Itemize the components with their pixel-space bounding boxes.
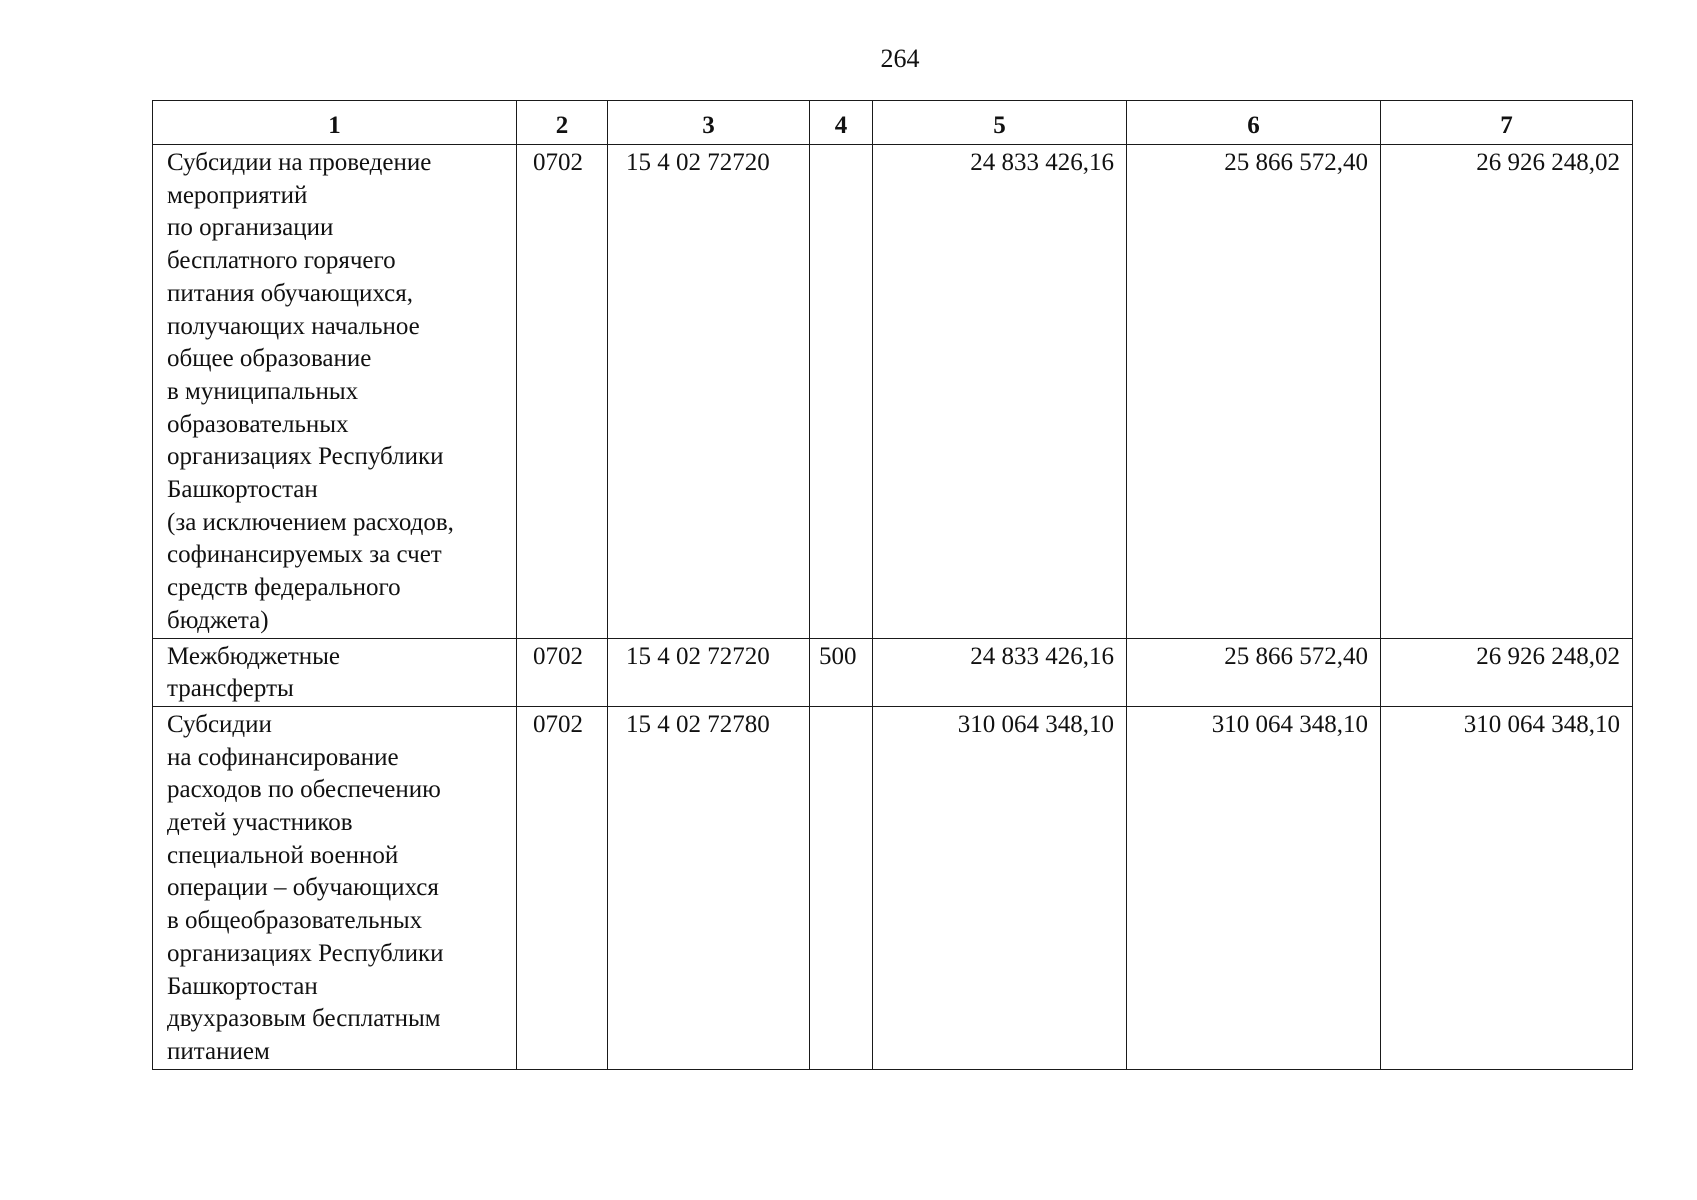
name-line: софинансируемых за счет [167,541,442,569]
name-line: средств федерального [167,574,401,602]
name-line: получающих начальное [167,312,420,340]
amount-col5-cell: 310 064 348,10 [873,706,1127,1069]
name-line: Башкортостан [167,972,318,1000]
column-header-5: 5 [873,101,1127,145]
name-line: организациях Республики [167,939,444,967]
name-line: Субсидии [167,710,272,738]
amount-col6-cell: 25 866 572,40 [1127,638,1381,706]
name-line: Субсидии на проведение [167,149,432,176]
section-code-cell: 0702 [517,145,608,639]
name-line: питанием [167,1037,270,1065]
name-line: бюджета) [167,606,269,634]
column-header-4: 4 [810,101,873,145]
amount-col7-cell: 26 926 248,02 [1381,638,1633,706]
column-header-6: 6 [1127,101,1381,145]
table-header-row [153,101,1633,145]
section-code-cell: 0702 [517,706,608,1069]
target-code-cell: 15 4 02 72720 [608,638,810,706]
amount-col6-cell: 25 866 572,40 [1127,145,1381,639]
table-row [153,145,1633,639]
row-name-cell [153,638,517,706]
target-code-cell: 15 4 02 72780 [608,706,810,1069]
table-row [153,638,1633,706]
name-line: на софинансирование [167,743,399,771]
name-line: общее образование [167,345,372,373]
target-code-cell: 15 4 02 72720 [608,145,810,639]
name-line: Межбюджетные [167,642,341,670]
amount-col7-cell: 26 926 248,02 [1381,145,1633,639]
column-header-1: 1 [153,101,517,145]
amount-col7-cell: 310 064 348,10 [1381,706,1633,1069]
name-line: Башкортостан [167,476,318,504]
name-line: образовательных [167,410,349,438]
column-header-3: 3 [608,101,810,145]
column-header-7: 7 [1381,101,1633,145]
name-line: бесплатного горячего [167,247,396,275]
name-line: организациях Республики [167,443,444,471]
name-line: питания обучающихся, [167,279,413,307]
name-line: в муниципальных [167,377,359,405]
name-line: в общеобразовательных [167,907,423,935]
budget-table [152,100,1633,1070]
name-line: трансферты [167,675,294,703]
amount-col6-cell: 310 064 348,10 [1127,706,1381,1069]
amount-col5-cell: 24 833 426,16 [873,145,1127,639]
name-line: детей участников [167,809,353,837]
name-line: по организации [167,214,334,242]
name-line: операции – обучающихся [167,874,439,902]
name-line: мероприятий [167,181,308,209]
name-line: двухразовым бесплатным [167,1005,441,1033]
section-code-cell: 0702 [517,638,608,706]
table-row [153,706,1633,1069]
expense-type-cell [810,145,873,639]
row-name-cell [153,145,517,639]
name-line: специальной военной [167,841,399,869]
name-line: (за исключением расходов, [167,508,454,536]
row-name-cell [153,706,517,1069]
amount-col5-cell: 24 833 426,16 [873,638,1127,706]
name-line: расходов по обеспечению [167,776,441,804]
expense-type-cell: 500 [810,638,873,706]
expense-type-cell [810,706,873,1069]
column-header-2: 2 [517,101,608,145]
page-number: 264 [880,44,920,73]
